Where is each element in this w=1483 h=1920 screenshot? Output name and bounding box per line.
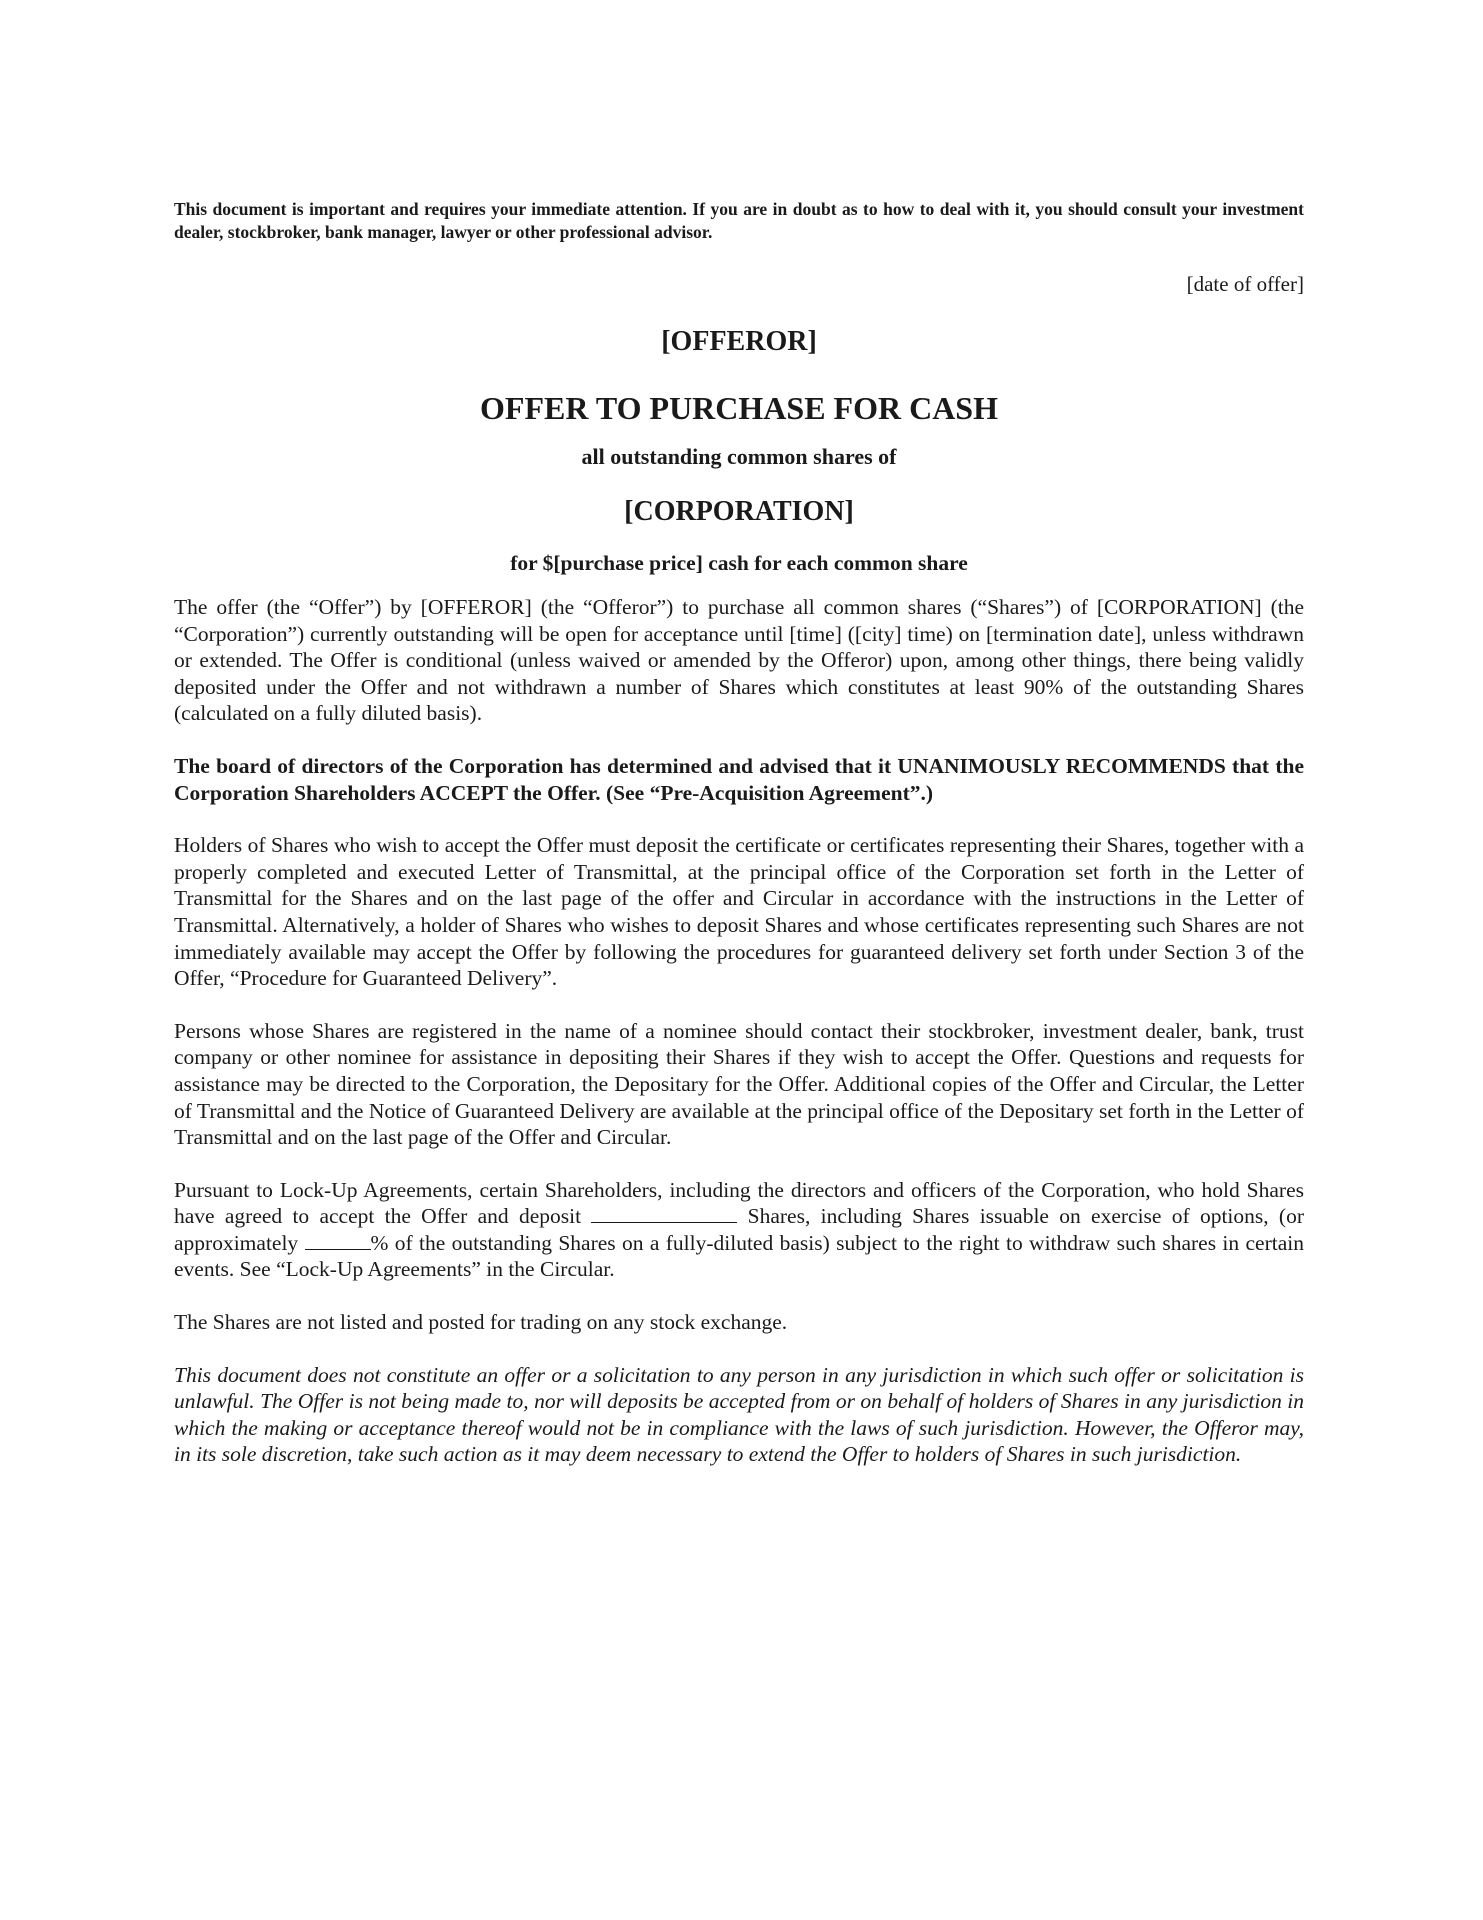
offer-date: [date of offer] xyxy=(1186,272,1304,296)
board-recommendation-paragraph: The board of directors of the Corporation has determined and advised that it UNANIMOUSLY RECOMMENDS that the Corporation Shareholders ACCEPT the Offer. (See “Pre-Acquisition Agreement”.) xyxy=(174,753,1304,805)
deposit-instructions-paragraph: Holders of Shares who wish to accept the Offer must deposit the certificate or certificates representing their Shares, together with a properly completed and executed Letter of Transmittal, at the principal office of the Corporation set forth in the Letter of Transmittal for the Shares and on the last page of the offer and Circular in accordance with the instructions in the Letter of Transmittal. Alternatively, a holder of Shares who wishes to deposit Shares and whose certificates representing such Shares are not immediately available may accept the Offer by following the procedures for guaranteed delivery set forth under Section 3 of the Offer, “Procedure for Guaranteed Delivery”. xyxy=(174,833,1304,991)
percentage-blank xyxy=(305,1232,371,1250)
offeror-heading: [OFFEROR] xyxy=(661,326,817,357)
offer-terms-paragraph: The offer (the “Offer”) by [OFFEROR] (the “Offeror”) to purchase all common shares (“Shares”) of [CORPORATION] (the “Corporation”) currently outstanding will be open for acceptance until [time] ([city] time) on [termination date], unless withdrawn or extended. The Offer is conditional (unless waived or amended by the Offeror) upon, among other things, there being validly deposited under the Offer and not withdrawn a number of Shares which constitutes at least 90% of the outstanding Shares (calculated on a fully diluted basis). xyxy=(174,595,1304,726)
lock-up-text-part3: % of the outstanding Shares on a fully-diluted basis) subject to the right to withdraw such shares in certain events. See “Lock-Up Agreements” in the Circular. xyxy=(174,1230,1304,1282)
important-notice: This document is important and requires your immediate attention. If you are in doubt as to how to deal with it, you should consult your investment dealer, stockbroker, bank manager, lawyer or other professional advisor. xyxy=(174,199,1304,242)
lock-up-text-part1: Pursuant to Lock-Up Agreements, certain Shareholders, including the directors and officers of the Corporation, who hold Shares have agreed to accept the Offer and deposit xyxy=(174,1177,1304,1229)
purchase-price-line: for $[purchase price] cash for each common share xyxy=(510,551,968,575)
document-body xyxy=(174,198,1304,1468)
listing-paragraph: The Shares are not listed and posted for trading on any stock exchange. xyxy=(174,1310,788,1335)
jurisdiction-disclaimer-paragraph: This document does not constitute an offer or a solicitation to any person in any jurisdiction in which such offer or solicitation is unlawful. The Offer is not being made to, nor will deposits be accepted from or on behalf of holders of Shares in any jurisdiction in which the making or acceptance thereof would not be in compliance with the laws of such jurisdiction. However, the Offeror may, in its sole discretion, take such action as it may deem necessary to extend the Offer to holders of Shares in such jurisdiction. xyxy=(174,1362,1304,1467)
lock-up-text-part2: Shares, including Shares issuable on exercise of options, (or approximately xyxy=(174,1204,1304,1255)
document-title: OFFER TO PURCHASE FOR CASH xyxy=(480,390,998,426)
corporation-heading: [CORPORATION] xyxy=(624,496,854,527)
document-subtitle: all outstanding common shares of xyxy=(581,444,897,469)
nominee-paragraph: Persons whose Shares are registered in the name of a nominee should contact their stockbroker, investment dealer, bank, trust company or other nominee for assistance in depositing their Shares if they wish to accept the Offer. Questions and requests for assistance may be directed to the Corporation, the Depositary for the Offer. Additional copies of the Offer and Circular, the Letter of Transmittal and the Notice of Guaranteed Delivery are available at the principal office of the Depositary set forth in the Letter of Transmittal and on the last page of the Offer and Circular. xyxy=(174,1018,1304,1150)
shares-count-blank xyxy=(591,1205,737,1223)
lock-up-paragraph xyxy=(174,1177,1304,1283)
